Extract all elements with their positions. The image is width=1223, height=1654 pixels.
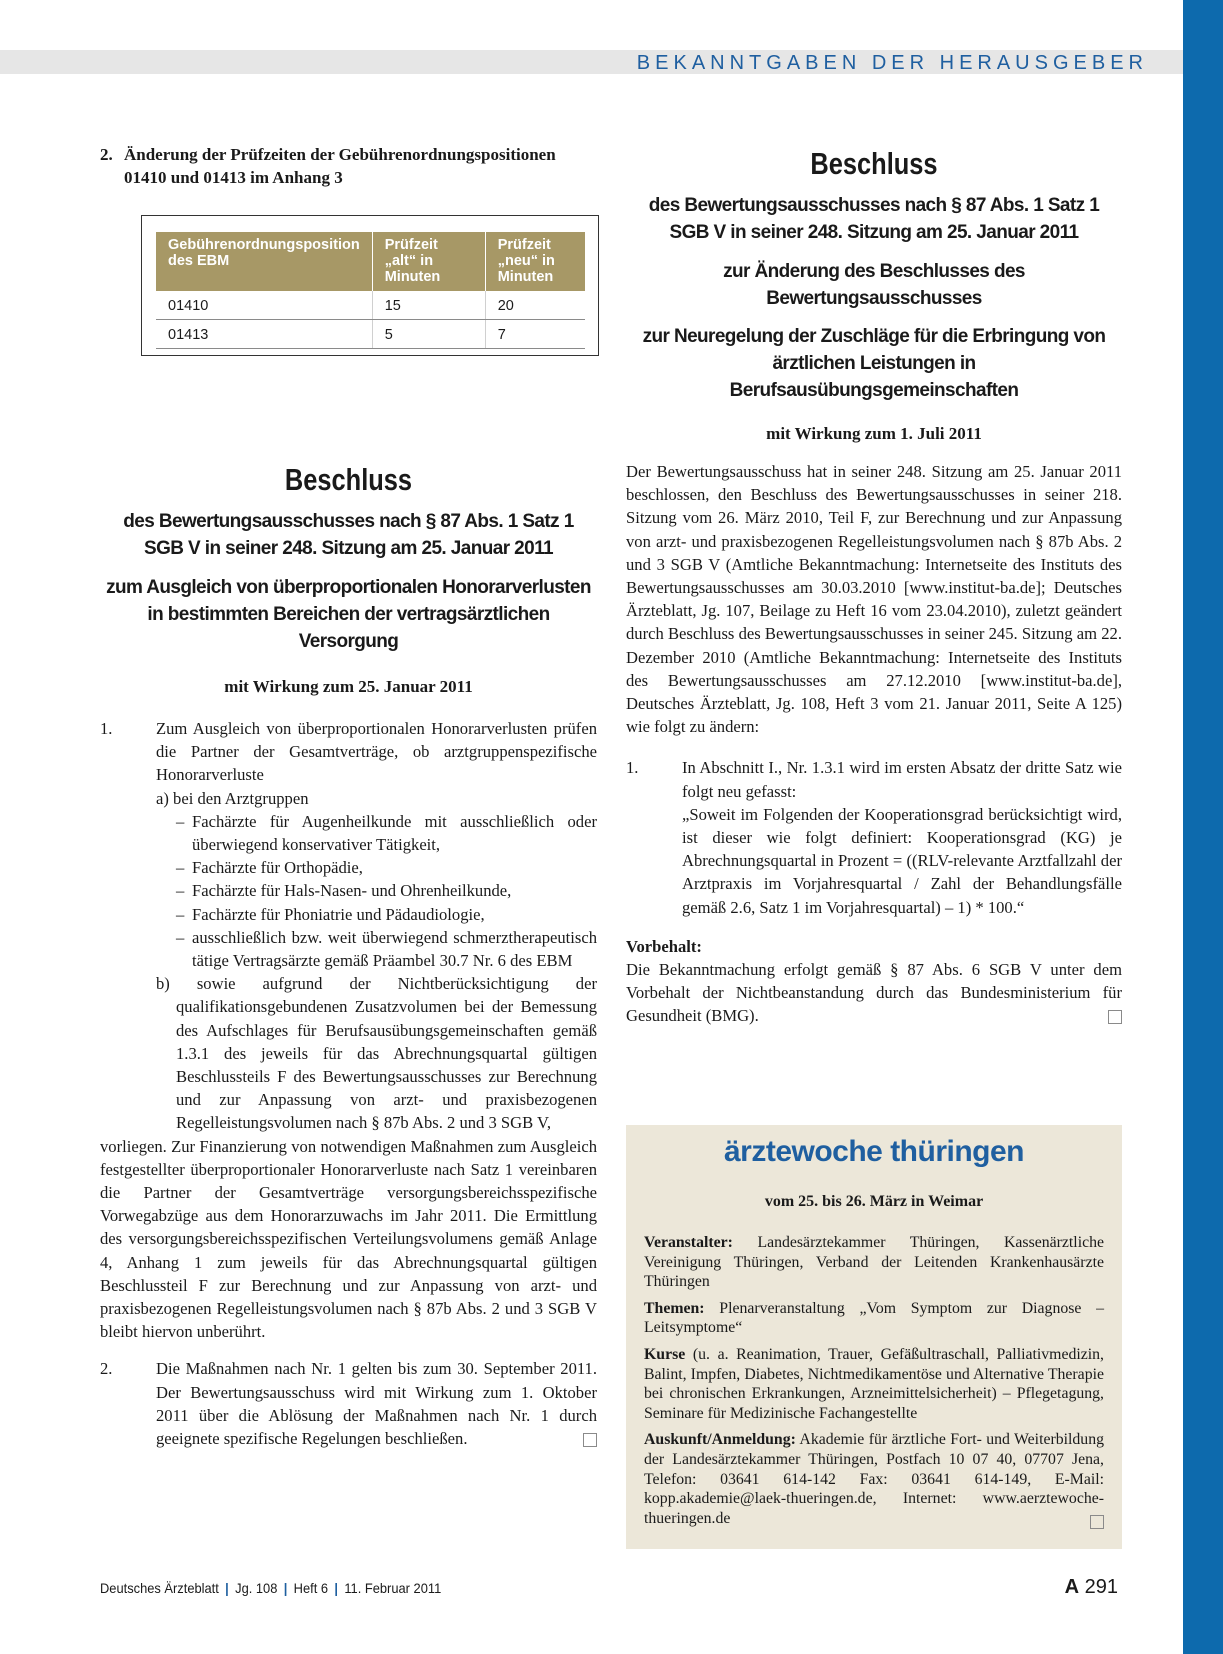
- item-text: In Abschnitt I., Nr. 1.3.1 wird im ersten Absatz der dritte Satz wie folgt neu gefasst:: [682, 758, 1122, 801]
- pruefzeiten-table-box: [141, 215, 599, 356]
- dash-item: – ausschließlich bzw. weit überwiegend schmerztherapeutisch tätige Vertragsärzte gemäß Präambel 30.7 Nr. 6 des EBM: [176, 927, 597, 971]
- amendment-item-2: [100, 143, 597, 189]
- table-header-row: [156, 232, 585, 291]
- list-item: [626, 756, 1122, 918]
- resolution-subject-2: zur Neuregelung der Zuschläge für die Erbringung von ärztlichen Leistungen in Berufsausübungsgemeinschaften: [642, 326, 1106, 401]
- dash-item: – Fachärzte für Phoniatrie und Pädaudiologie,: [176, 904, 485, 924]
- resolution-subject: zum Ausgleich von überproportionalen Honorarverlusten in bestimmten Bereichen der vertragsärztlichen Versorgung: [106, 577, 591, 652]
- effective-date: mit Wirkung zum 1. Juli 2011: [766, 424, 982, 443]
- table-cell: 5: [372, 320, 485, 349]
- item-number: 1.: [100, 719, 113, 738]
- dash-item: – Fachärzte für Hals-Nasen- und Ohrenheilkunde,: [176, 881, 512, 901]
- table-cell: 20: [485, 291, 585, 320]
- end-mark-icon: [1090, 1515, 1104, 1529]
- journal-name: Deutsches Ärzteblatt: [100, 1580, 219, 1596]
- table-row: [156, 291, 585, 320]
- dash-item: – Fachärzte für Orthopädie,: [176, 858, 363, 878]
- event-details: [644, 1233, 1104, 1535]
- footer-citation: Deutsches Ärzteblatt | Jg. 108 | Heft 6 | 11. Februar 2011: [100, 1580, 442, 1596]
- resolution-title: Beschluss: [810, 146, 938, 181]
- item-number: 1.: [626, 758, 639, 778]
- column-header: Prüfzeit „alt“ in Minuten: [372, 232, 485, 291]
- resolution-subject: zur Änderung des Beschlusses des Bewertungsausschusses: [723, 261, 1025, 309]
- item-quote: „Soweit im Folgenden der Kooperationsgrad berücksichtigt wird, ist dieser wie folgt definiert: Kooperationsgrad (KG) je Abrechnungsquartal in Prozent = ((RLV-relevante Arztfallzahl der Arztpraxis im Vorjahresquartal / Zahl der Behandlungsfälle gemäß 2.6, Satz 1 im Vorjahresquartal) – 1) * 100.“: [682, 804, 1122, 917]
- volume: Jg. 108: [235, 1580, 278, 1596]
- item-subpoint-b: b) sowie aufgrund der Nichtberücksichtigung der qualifikationsgebundenen Zusatzvolumen bei der Bemessung des Aufschlages für Berufsausübungsgemeinschaften gemäß 1.3.1 des jeweils für das Abrechnungsquartal gültigen Beschlussteils F des Bewertungsausschusses zur Berechnung und zur Anpassung von arzt- und praxisbezogenen Regelleistungsvolumen nach § 87b Abs. 2 und 3 SGB V,: [156, 974, 597, 1133]
- end-mark-icon: [583, 1433, 597, 1447]
- item-subpoint-a: a) bei den Arztgruppen: [156, 788, 309, 808]
- list-item: [100, 1357, 597, 1450]
- reservation-label: Vorbehalt:: [626, 936, 702, 956]
- table-row: [156, 320, 585, 349]
- courses: Kurse (u. a. Reanimation, Trauer, Gefäßultraschall, Palliativmedizin, Balint, Impfen, Diabetes, Nichtmedikamentöse und Alternative Therapie bei chronischen Erkrankungen, Arzneimittelsicherheit) – Pflegetagung, Seminare für Medizinische Fachangestellte: [644, 1345, 1104, 1422]
- topics: Themen: Plenarveranstaltung „Vom Symptom zur Diagnose – Leitsymptome“: [644, 1299, 1105, 1337]
- resolution-title: Beschluss: [284, 462, 413, 497]
- side-color-bar: [1183, 0, 1223, 1654]
- event-date: vom 25. bis 26. März in Weimar: [764, 1193, 984, 1210]
- end-mark-icon: [1108, 1010, 1122, 1024]
- issue-date: 11. Februar 2011: [344, 1580, 442, 1596]
- resolution-subtitle: des Bewertungsausschusses nach § 87 Abs. 1 Satz 1 SGB V in seiner 248. Sitzung am 25. Januar 2011: [648, 195, 1100, 243]
- page-number: A 291: [1064, 1576, 1118, 1598]
- right-resolution: [626, 146, 1122, 1028]
- item-intro: Zum Ausgleich von überproportionalen Honorarverlusten prüfen die Partner der Gesamtverträge, ob arztgruppenspezifische Honorarverluste: [156, 719, 597, 785]
- pruefzeiten-table: [156, 232, 585, 349]
- item-continuation: vorliegen. Zur Finanzierung von notwendigen Maßnahmen zum Ausgleich festgestellter überproportionaler Honorarverluste nach Satz 1 vereinbaren die Partner der Gesamtverträge versorgungsbereichsspezifische Vorwegabzüge aus dem Honorarzuwachs im Jahr 2011. Die Ermittlung des versorgungsbereichsspezifischen Verteilungsvolumens gemäß Anlage 4, Anhang 1 zum jeweils für das Abrechnungsquartal gültigen Beschlussteil F zur Berechnung und zur Anpassung von arzt- und praxisbezogenen Regelleistungsvolumen nach § 87b Abs. 2 und 3 SGB V bleibt hiervon unberührt.: [100, 1136, 597, 1342]
- dash-item: – Fachärzte für Augenheilkunde mit ausschließlich oder überwiegend konservativer Tätigkeit,: [176, 811, 597, 855]
- item-number: 2.: [100, 145, 113, 164]
- column-header: Prüfzeit „neu“ in Minuten: [485, 232, 585, 291]
- left-resolution: [100, 462, 597, 1450]
- registration: Auskunft/Anmeldung: Akademie für ärztliche Fort- und Weiterbildung der Landesärztekammer Thüringen, Postfach 10 07 40, 07707 Jena, Telefon: 03641 614-142 Fax: 03641 614-149, E-Mail: kopp.akademie@laek-thueringen.de, Internet: www.aerztewoche-thueringen.de: [644, 1431, 1104, 1527]
- section-title: BEKANNTGABEN DER HERAUSGEBER: [636, 52, 1148, 74]
- column-header: Gebührenordnungsposition des EBM: [156, 232, 372, 291]
- organizer: Veranstalter: Landesärztekammer Thüringen, Kassenärztliche Vereinigung Thüringen, Verband der Leitenden Krankenhausärzte Thüringen: [644, 1234, 1105, 1291]
- item-text: Änderung der Prüfzeiten der Gebührenordnungspositionen 01410 und 01413 im Anhang 3: [124, 145, 556, 187]
- event-infobox: [626, 1125, 1122, 1549]
- table-cell: 7: [485, 320, 585, 349]
- item-text: Die Maßnahmen nach Nr. 1 gelten bis zum 30. September 2011. Der Bewertungsausschuss wird mit Wirkung zum 1. Oktober 2011 über die Ablösung der Maßnahmen nach Nr. 1 durch geeignete spezifische Regelungen beschließen.: [156, 1359, 597, 1449]
- intro-paragraph: Der Bewertungsausschuss hat in seiner 248. Sitzung am 25. Januar 2011 beschlossen, den Beschluss des Bewertungsausschusses in seiner 218. Sitzung vom 26. März 2010, Teil F, zur Berechnung und zur Anpassung von arzt- und praxisbezogenen Regelleistungsvolumen nach § 87b Abs. 2 und 3 SGB V (Amtliche Bekanntmachung: Internetseite des Instituts des Bewertungsausschusses am 30.03.2010 [www.institut-ba.de]; Deutsches Ärzteblatt, Jg. 107, Beilage zu Heft 16 vom 23.04.2010), zuletzt geändert durch Beschluss des Bewertungsausschusses in seiner 245. Sitzung am 22. Dezember 2010 (Amtliche Bekanntmachung: Internetseite des Instituts des Bewertungsausschusses am 27.12.2010 [www.institut-ba.de], Deutsches Ärzteblatt, Jg. 108, Heft 3 vom 21. Januar 2011, Seite A 125) wie folgt zu ändern:: [626, 462, 1122, 737]
- table-cell: 01413: [156, 320, 372, 349]
- item-number: 2.: [100, 1359, 113, 1379]
- effective-date: mit Wirkung zum 25. Januar 2011: [224, 677, 473, 696]
- reservation-text: Die Bekanntmachung erfolgt gemäß § 87 Abs. 6 SGB V unter dem Vorbehalt der Nichtbeanstandung durch das Bundesministerium für Gesundheit (BMG).: [626, 960, 1122, 1026]
- table-cell: 01410: [156, 291, 372, 320]
- event-title: ärztewoche thüringen: [723, 1135, 1025, 1168]
- issue: Heft 6: [293, 1580, 329, 1596]
- resolution-subtitle: des Bewertungsausschusses nach § 87 Abs. 1 Satz 1 SGB V in seiner 248. Sitzung am 25. Januar 2011: [123, 511, 574, 559]
- table-cell: 15: [372, 291, 485, 320]
- list-item: [100, 717, 597, 1135]
